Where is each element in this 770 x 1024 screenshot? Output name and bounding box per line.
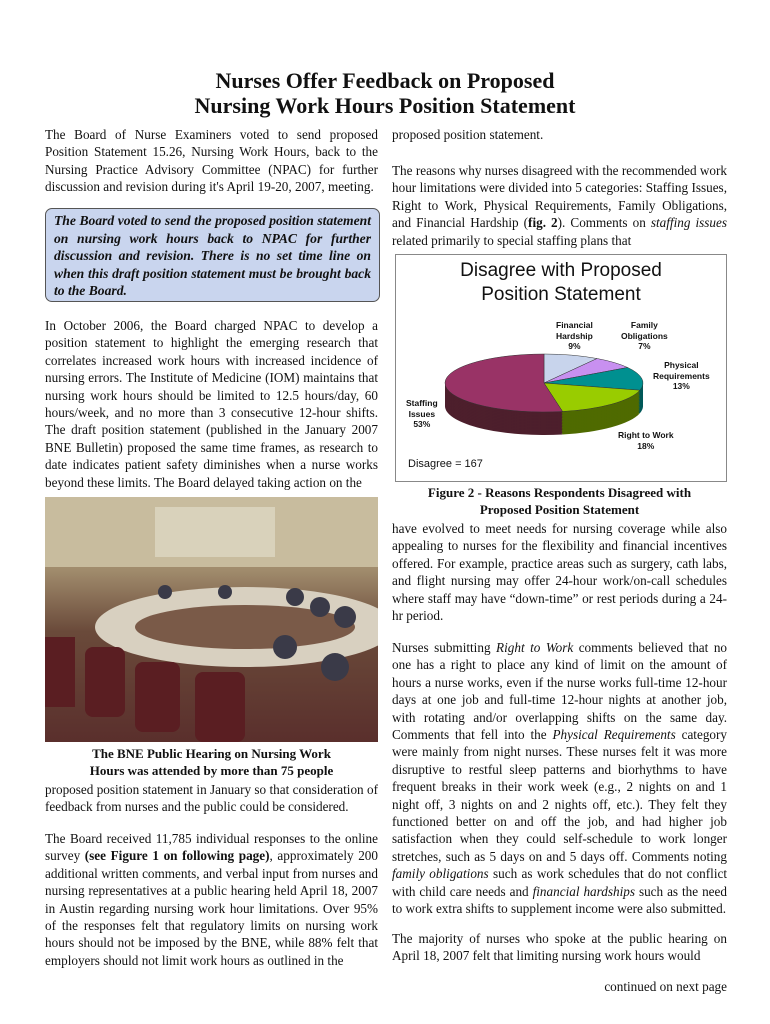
label-right-to-work: Right to Work 18% bbox=[618, 430, 674, 451]
figure-reference: fig. 2 bbox=[528, 215, 558, 231]
emphasis: staffing issues bbox=[650, 215, 728, 231]
chart-title-line-1: Disagree with Proposed bbox=[460, 260, 662, 281]
label-physical-requirements: Physical Requirements 13% bbox=[653, 360, 710, 391]
photo-caption-line-2: Hours was attended by more than 75 people bbox=[89, 763, 334, 778]
text: , approximately 200 additional written comments, and verbal input from nurses and nursing representatives at a public hearing held April 18, 2007 in Austin regarding nursing work hour limitations. Over 95% of the responses felt that regulatory limits on nursing work hours should not be imposed by the BNE, while 88% felt that employers should not limit work hours as outlined in the bbox=[45, 848, 378, 968]
label-financial-hardship: Financial Hardship 9% bbox=[556, 320, 593, 351]
photo-caption-line-1: The BNE Public Hearing on Nursing Work bbox=[92, 746, 331, 761]
intro-paragraph: The Board of Nurse Examiners voted to send proposed Position Statement 15.26, Nursing Work Hours, back to the Nursing Practice Advisory Committee (NPAC) for further discussion and revision during it's April 19-20, 2007, meeting. bbox=[45, 127, 378, 195]
reasons-paragraph bbox=[392, 162, 727, 249]
article-title bbox=[0, 68, 770, 118]
continued-note: continued on next page bbox=[604, 979, 727, 994]
label-family-obligations: Family Obligations 7% bbox=[621, 320, 668, 351]
title-line-1: Nurses Offer Feedback on Proposed bbox=[215, 68, 555, 93]
text: related primarily to special staffing plans that bbox=[392, 232, 632, 248]
photo-caption bbox=[45, 745, 378, 779]
label-staffing-issues: Staffing Issues 53% bbox=[406, 398, 438, 429]
figure-reference: (see Figure 1 on following page) bbox=[84, 848, 270, 864]
chart-title-line-2: Position Statement bbox=[481, 284, 641, 305]
pie-chart bbox=[395, 254, 727, 482]
chart-note: Disagree = 167 bbox=[408, 458, 483, 470]
callout-box: The Board voted to send the proposed position statement on nursing work hours back to NPAC for further discussion and revision. There is no set time line on when this draft position statement must be brought back to the Board. bbox=[45, 208, 380, 302]
text: The reasons why nurses disagreed with the recommended work hour limitations were divided into 5 categories: Staffing Issues, Right to Work, Physical Requirements, Family Obligations, and Financial Hardship ( bbox=[392, 163, 727, 231]
figure-caption-line-1: Figure 2 - Reasons Respondents Disagreed with bbox=[427, 485, 692, 500]
text: The Board received 11,785 individual responses to the online survey bbox=[45, 831, 378, 864]
staffing-paragraph: have evolved to meet needs for nursing coverage while also appealing to nurses for the flexibility and financial incentives offered. For example, practice areas such as surgery, cath labs, and flight nursing may offer 24-hour work/on-call schedules where staff may have “down-time” or rest periods during a 24-hr period. bbox=[392, 521, 727, 624]
figure-caption-line-2: Proposed Position Statement bbox=[479, 502, 640, 517]
hearing-paragraph: The majority of nurses who spoke at the public hearing on April 18, 2007 felt that limiting nursing work hours would bbox=[392, 931, 727, 964]
text: ). Comments on bbox=[557, 215, 651, 231]
photo-illustration bbox=[45, 497, 378, 742]
figure-caption bbox=[392, 484, 727, 518]
continuation-paragraph: proposed position statement in January so that consideration of feedback from nurses and the public could be considered. bbox=[45, 782, 378, 815]
right-to-work-paragraph: Nurses submitting Right to Work comments believed that no one has a right to place any kind of limit on the amount of hours a nurse works, even if the nurse works full-time 12-hour days at one job and full-time 12-hour nights at another job, with rotating and/or overlapping shifts on the same day. Comments that fell into the Physical Requirements category were mainly from night nurses. These nurses felt it was more disruptive to restful sleep patterns and biorhythms to have frequent breaks in their work week (e.g., 2 nights on and 1 night off, 3 nights on and 2 nights off, etc.). They felt they functioned better on and off the job, and had higher job satisfaction when they could self-schedule to work longer stretches, such as 5 days on and 5 days off. Comments noting family obligations such as work schedules that do not conflict with child care needs and financial hardships such as the need to work extra shifts to supplement income were also submitted. bbox=[392, 640, 728, 917]
responses-paragraph bbox=[45, 830, 378, 969]
title-line-2: Nursing Work Hours Position Statement bbox=[194, 93, 576, 118]
background-paragraph: In October 2006, the Board charged NPAC to develop a position statement to highlight the emerging research that correlates increased work hours with increased incidence of nursing errors. The Institute of Medicine (IOM) maintains that nursing work hours should be limited to 12.5 hours/day, 60 hours/week, and no more than 3 consecutive 12-hour shifts. The draft position statement (published in the January 2007 BNE Bulletin) proposed the same time frames, as research to date indicates patient safety diminishes when a nurse works beyond these limits. The Board delayed taking action on the bbox=[45, 318, 378, 490]
right-continuation: proposed position statement. bbox=[392, 127, 544, 142]
public-hearing-photo bbox=[45, 497, 378, 742]
